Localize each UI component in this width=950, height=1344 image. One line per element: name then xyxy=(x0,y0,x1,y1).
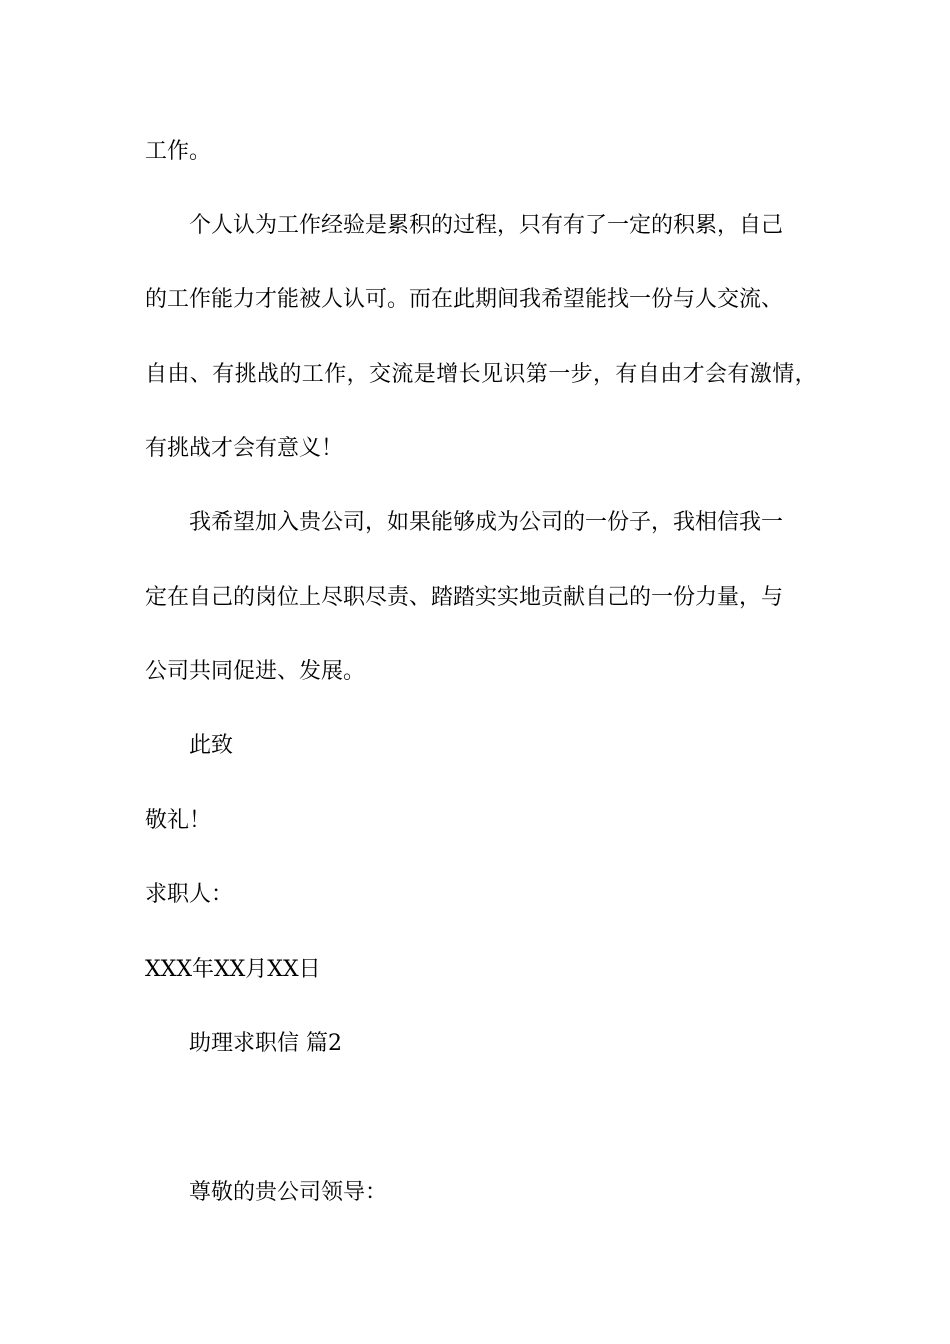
paragraph-line: 公司共同促进、发展。 xyxy=(145,659,366,684)
greeting-line: 尊敬的贵公司领导： xyxy=(189,1180,388,1205)
paragraph-line: 的工作能力才能被人认可。而在此期间我希望能找一份与人交流、 xyxy=(145,287,784,312)
paragraph-line: 有挑战才会有意义！ xyxy=(145,436,344,461)
applicant-label: 求职人： xyxy=(145,882,234,907)
paragraph-line: 我希望加入贵公司，如果能够成为公司的一份子，我相信我一 xyxy=(189,510,784,535)
paragraph-line: 定在自己的岗位上尽职尽责、踏踏实实地贡献自己的一份力量，与 xyxy=(145,585,784,610)
section-title: 助理求职信 篇2 xyxy=(189,1031,342,1056)
closing-salutation: 此致 xyxy=(189,733,234,758)
date-line: XXX年XX月XX日 xyxy=(145,957,321,982)
paragraph-line: 工作。 xyxy=(145,139,212,164)
paragraph-line: 自由、有挑战的工作，交流是增长见识第一步，有自由才会有激情， xyxy=(145,362,818,387)
closing-regards: 敬礼！ xyxy=(145,808,212,833)
paragraph-line: 个人认为工作经验是累积的过程，只有有了一定的积累，自己 xyxy=(189,213,784,238)
